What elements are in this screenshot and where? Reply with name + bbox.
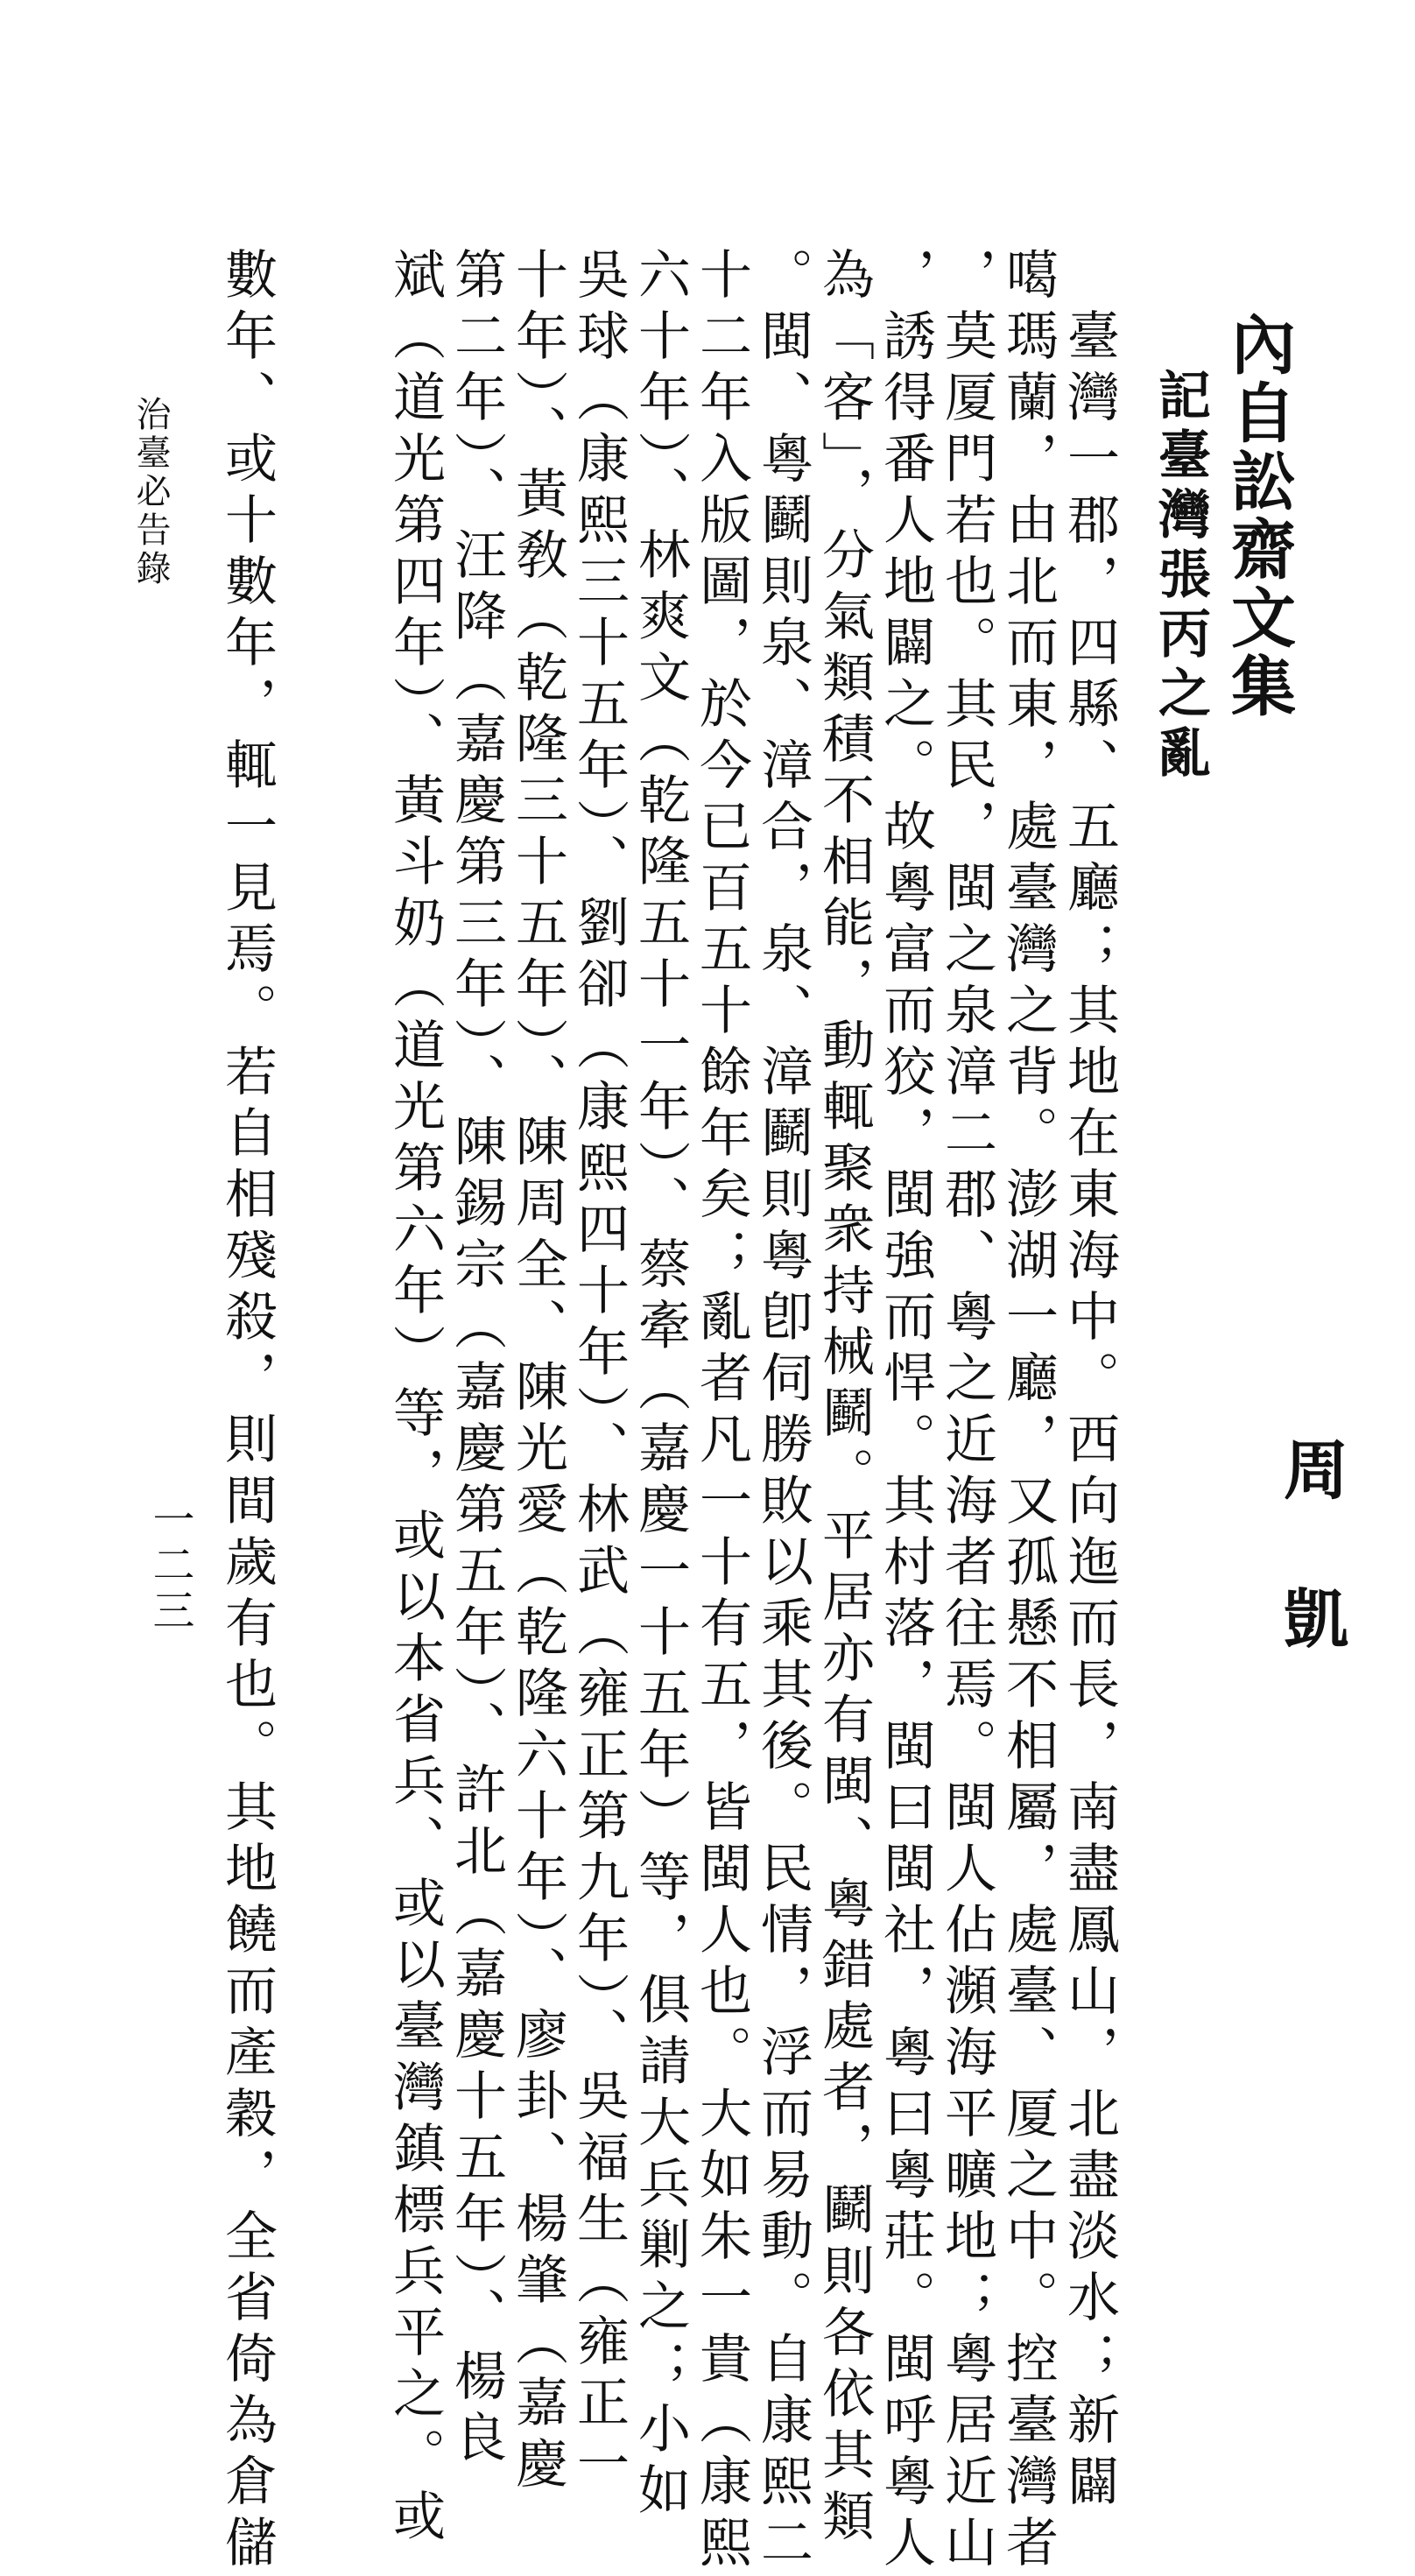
body-line-2: 噶瑪蘭，由北而東，處臺灣之背。澎湖一廳，又孤懸不相屬，處臺、厦之中。控臺灣者 [997, 247, 1059, 2576]
page-number: 一二三 [145, 1497, 194, 1634]
body-line-13: 數年、或十數年，輒一見焉。若自相殘殺，則間歲有也。其地饒而產穀，全省倚為倉儲 [216, 247, 278, 2576]
body-line-5: 為「客」，分氣類積不相能，動輒聚衆持械鬬。平居亦有閩、粵錯處者，鬬則各依其類 [813, 247, 875, 2550]
body-line-1: 臺灣一郡，四縣、五廳；其地在東海中。西向迤而長，南盡鳳山，北盡淡水；新闢 [1059, 308, 1120, 2515]
body-line-3: ，莫厦門若也。其民，閩之泉漳二郡、粵之近海者往焉。閩人佔瀕海平曠地；粵居近山 [936, 247, 997, 2576]
body-line-12: 斌（道光第四年）、黃斗奶（道光第六年）等，或以本省兵、或以臺灣鎮標兵平之。或 [384, 247, 446, 2550]
body-line-9: 吳球（康熙三十五年）、劉卻（康熙四十年）、林武（雍正第九年）、吳福生（雍正一 [568, 247, 630, 2497]
book-title: 內自訟齋文集 [1221, 311, 1296, 721]
body-line-8: 六十年）、林爽文（乾隆五十一年）、蔡牽（嘉慶一十五年）等，俱請大兵剿之；小如 [630, 247, 691, 2523]
running-footer-label: 治臺必告錄 [130, 396, 171, 588]
body-line-6: 。閩、粵鬬則泉、漳合，泉、漳鬬則粵卽伺勝敗以乘其後。民情，浮而易動。自康熙二 [752, 247, 813, 2576]
body-line-7: 十二年入版圖，於今已百五十餘年矣；亂者凡一十有五，皆閩人也。大如朱一貴（康熙 [691, 247, 752, 2576]
author-name: 周凱 [1273, 1436, 1348, 1734]
body-line-10: 十年）、黃敎（乾隆三十五年）、陳周全、陳光愛（乾隆六十年）、廖卦、楊肇（嘉慶 [507, 247, 568, 2497]
body-line-11: 第二年）、汪降（嘉慶第三年）、陳錫宗（嘉慶第五年）、許北（嘉慶十五年）、楊良 [446, 247, 507, 2471]
body-line-4: ，誘得番人地闢之。故粵富而狡，閩強而悍。其村落，閩曰閩社，粵曰粵莊。閩呼粵人 [875, 247, 936, 2576]
article-title: 記臺灣張丙之亂 [1150, 368, 1211, 785]
